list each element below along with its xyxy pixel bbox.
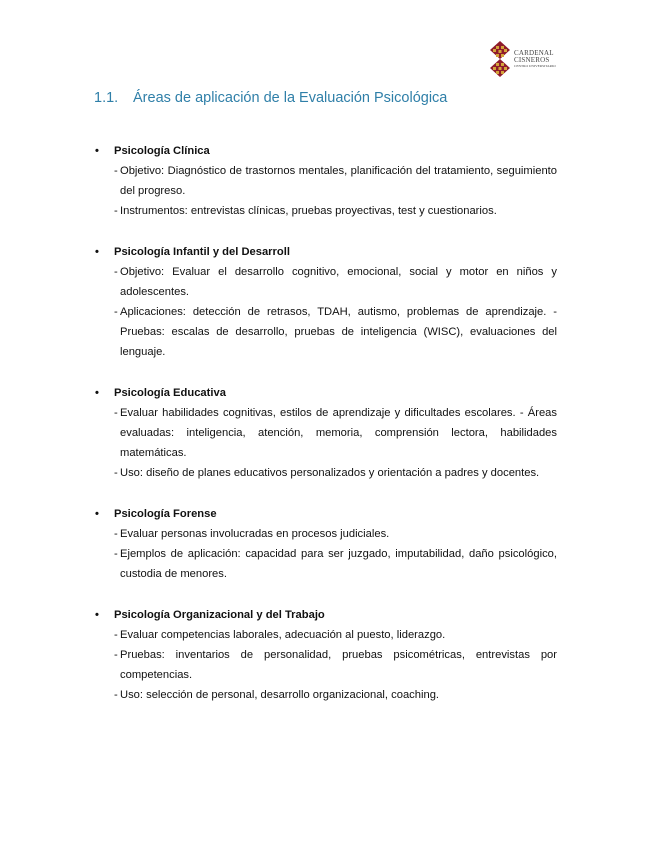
- section-title: [95, 383, 558, 403]
- item-text: Evaluar habilidades cognitivas, estilos de aprendizaje y dificultades escolares. - Áreas evaluadas: inteligencia, atención, memoria, comprensión lectora, habilidades matemáticas.: [120, 407, 557, 459]
- dash-marker: -: [114, 306, 118, 318]
- bullet-icon: •: [95, 145, 99, 157]
- list-item: [95, 161, 558, 201]
- logo-subtitle: CENTRO UNIVERSITARIO: [514, 63, 556, 68]
- section-title-text: Psicología Forense: [114, 508, 217, 520]
- bullet-icon: •: [95, 508, 99, 520]
- list-item: [95, 463, 558, 483]
- item-list: [95, 262, 558, 362]
- document-body: [95, 141, 558, 726]
- dash-marker: -: [114, 407, 118, 419]
- dash-marker: -: [114, 689, 118, 701]
- list-item: [95, 645, 558, 685]
- item-text: Objetivo: Diagnóstico de trastornos mentales, planificación del tratamiento, seguimiento del progreso.: [120, 165, 557, 197]
- list-item: [95, 524, 558, 544]
- list-item: [95, 403, 558, 463]
- bullet-icon: •: [95, 246, 99, 258]
- section-organizacional: [95, 605, 558, 705]
- dash-marker: -: [114, 629, 118, 641]
- dash-marker: -: [114, 205, 118, 217]
- item-text: Objetivo: Evaluar el desarrollo cognitivo, emocional, social y motor en niños y adolescentes.: [120, 266, 557, 298]
- section-heading: [94, 90, 447, 106]
- section-clinica: [95, 141, 558, 221]
- section-title: [95, 242, 558, 262]
- section-title-text: Psicología Clínica: [114, 145, 210, 157]
- dash-marker: -: [114, 467, 118, 479]
- university-logo: [489, 40, 556, 78]
- item-text: Uso: selección de personal, desarrollo organizacional, coaching.: [120, 689, 440, 701]
- item-text: Instrumentos: entrevistas clínicas, pruebas proyectivas, test y cuestionarios.: [120, 205, 497, 217]
- dash-marker: -: [114, 165, 118, 177]
- list-item: [95, 201, 558, 221]
- bullet-icon: •: [95, 609, 99, 621]
- crest-icon: [489, 40, 511, 78]
- list-item: [95, 262, 558, 302]
- section-title: [95, 504, 558, 524]
- logo-line-2: CISNEROS: [514, 55, 550, 64]
- item-list: [95, 403, 558, 483]
- item-list: [95, 524, 558, 584]
- item-text: Aplicaciones: detección de retrasos, TDAH, autismo, problemas de aprendizaje. - Pruebas: escalas de desarrollo, pruebas de inteligencia (WISC), evaluaciones del lenguaje.: [120, 306, 557, 358]
- list-item: [95, 625, 558, 645]
- section-title: [95, 141, 558, 161]
- dash-marker: -: [114, 528, 118, 540]
- list-item: [95, 302, 558, 362]
- section-title-text: Psicología Infantil y del Desarroll: [114, 246, 290, 258]
- section-title: [95, 605, 558, 625]
- logo-line-1: CARDENAL: [514, 48, 554, 57]
- section-infantil: [95, 242, 558, 362]
- logo-wordmark: [514, 50, 556, 69]
- item-text: Evaluar personas involucradas en procesos judiciales.: [120, 528, 390, 540]
- item-list: [95, 625, 558, 705]
- dash-marker: -: [114, 266, 118, 278]
- heading-title: Áreas de aplicación de la Evaluación Psicológica: [133, 90, 448, 106]
- item-list: [95, 161, 558, 221]
- item-text: Uso: diseño de planes educativos personalizados y orientación a padres y docentes.: [120, 467, 540, 479]
- section-forense: [95, 504, 558, 584]
- bullet-icon: •: [95, 387, 99, 399]
- dash-marker: -: [114, 649, 118, 661]
- section-title-text: Psicología Organizacional y del Trabajo: [114, 609, 325, 621]
- item-text: Evaluar competencias laborales, adecuación al puesto, liderazgo.: [120, 629, 446, 641]
- item-text: Ejemplos de aplicación: capacidad para ser juzgado, imputabilidad, daño psicológico, custodia de menores.: [120, 548, 557, 580]
- section-educativa: [95, 383, 558, 483]
- heading-number: 1.1.: [94, 90, 119, 106]
- item-text: Pruebas: inventarios de personalidad, pruebas psicométricas, entrevistas por competencias.: [120, 649, 557, 681]
- section-title-text: Psicología Educativa: [114, 387, 226, 399]
- list-item: [95, 685, 558, 705]
- dash-marker: -: [114, 548, 118, 560]
- list-item: [95, 544, 558, 584]
